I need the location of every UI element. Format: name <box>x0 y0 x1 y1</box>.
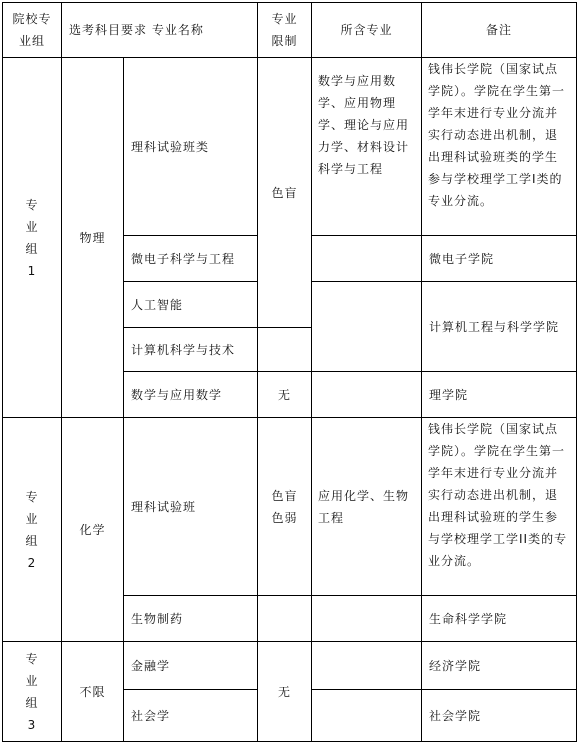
included-majors <box>312 372 422 418</box>
subject-requirement: 化学 <box>62 418 124 642</box>
restriction-cell: 色盲色弱 <box>258 418 312 596</box>
header-included-majors: 所含专业 <box>312 3 422 58</box>
group-label: 专业组1 <box>3 58 62 418</box>
note-cell: 社会学院 <box>422 690 577 742</box>
group-label: 专业组2 <box>3 418 62 642</box>
note-cell: 微电子学院 <box>422 236 577 282</box>
note-cell: 计算机工程与科学学院 <box>422 282 577 372</box>
included-majors <box>312 282 422 372</box>
major-name: 社会学 <box>124 690 258 742</box>
included-majors: 数学与应用数学、应用物理学、理论与应用力学、材料设计科学与工程 <box>312 58 422 236</box>
included-majors <box>312 236 422 282</box>
included-majors <box>312 642 422 690</box>
subject-requirement: 物理 <box>62 58 124 418</box>
header-restriction: 专业限制 <box>258 3 312 58</box>
included-majors <box>312 690 422 742</box>
note-cell: 生命科学学院 <box>422 596 577 642</box>
major-name: 数学与应用数学 <box>124 372 258 418</box>
restriction-cell <box>258 328 312 372</box>
major-name: 计算机科学与技术 <box>124 328 258 372</box>
included-majors: 应用化学、生物工程 <box>312 418 422 596</box>
table-row <box>3 58 577 236</box>
note-cell: 理学院 <box>422 372 577 418</box>
table-row <box>3 418 577 596</box>
restriction-cell <box>258 596 312 642</box>
table-row <box>3 642 577 690</box>
major-name: 金融学 <box>124 642 258 690</box>
restriction-cell: 无 <box>258 372 312 418</box>
included-majors <box>312 596 422 642</box>
major-name: 生物制药 <box>124 596 258 642</box>
major-group-table <box>2 2 577 742</box>
header-subject-major: 选考科目要求 专业名称 <box>62 3 258 58</box>
restriction-cell: 色盲 <box>258 58 312 328</box>
header-row <box>3 3 577 58</box>
major-name: 人工智能 <box>124 282 258 328</box>
note-cell: 经济学院 <box>422 642 577 690</box>
subject-requirement: 不限 <box>62 642 124 742</box>
note-cell: 钱伟长学院（国家试点学院）。学院在学生第一学年末进行专业分流并实行动态进出机制，退出理科试验班的学生参与学校理学工学II类的专业分流。 <box>422 418 577 596</box>
group-label: 专业组3 <box>3 642 62 742</box>
header-group: 院校专业组 <box>3 3 62 58</box>
major-name: 微电子科学与工程 <box>124 236 258 282</box>
header-notes: 备注 <box>422 3 577 58</box>
major-name: 理科试验班 <box>124 418 258 596</box>
restriction-cell: 无 <box>258 642 312 742</box>
note-cell: 钱伟长学院（国家试点学院）。学院在学生第一学年末进行专业分流并实行动态进出机制，退出理科试验班类的学生参与学校理学工学I类的专业分流。 <box>422 58 577 236</box>
major-name: 理科试验班类 <box>124 58 258 236</box>
